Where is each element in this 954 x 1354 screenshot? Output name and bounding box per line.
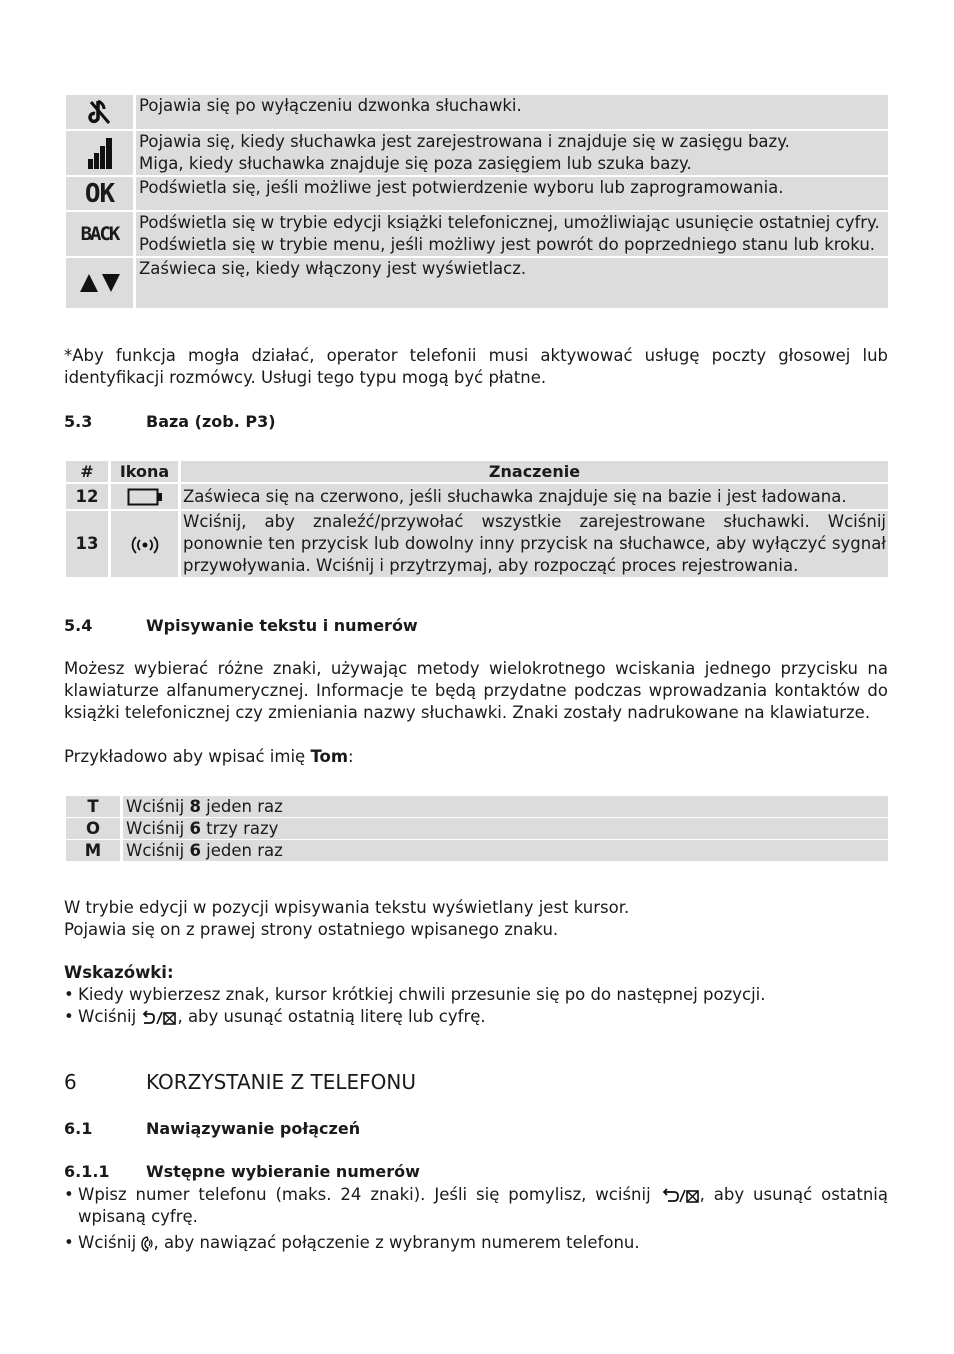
back-delete-icon: [141, 1007, 177, 1026]
paging-icon: [110, 510, 180, 578]
table-row: [66, 510, 888, 578]
icon-desc-line: Miga, kiedy słuchawka znajduje się poza zasięgiem lub szuka bazy.: [139, 154, 692, 173]
ringer-off-icon: [66, 95, 135, 130]
section-heading-5-3: 5.3 Baza (zob. P3): [64, 412, 276, 431]
display-icons-table: [66, 95, 888, 310]
icon-desc-line: Podświetla się, jeśli możliwe jest potwierdzenie wyboru lub zaprogramowania.: [139, 178, 784, 197]
section-heading-6-1: 6.1 Nawiązywanie połączeń: [64, 1119, 361, 1138]
text-entry-paragraph: Możesz wybierać różne znaki, używając metody wielokrotnego wciskania jednego przycisku na klawiaturze alfanumerycznej. Informacje te będą przydatne podczas wprowadzania kontaktów do książki telefonicznej czy zmieniania nazwy słuchawki. Znaki zostały nadrukowane na klawiaturze.: [64, 659, 888, 722]
section-heading-5-4: 5.4 Wpisywanie tekstu i numerów: [64, 616, 418, 635]
row-meaning: Zaświeca się na czerwono, jeśli słuchawka znajduje się na bazie i jest ładowana.: [180, 483, 889, 510]
back-delete-icon: [660, 1185, 700, 1204]
instruction-cell: Wciśnij 6 jeden raz: [122, 840, 889, 862]
cursor-paragraph: W trybie edycji w pozycji wpisywania tekstu wyświetlany jest kursor. Pojawia się on z prawej strony ostatniego wpisanego znaku.: [64, 898, 630, 939]
section-heading-6-1-1: 6.1.1 Wstępne wybieranie numerów: [64, 1162, 420, 1181]
row-number: 13: [66, 510, 110, 578]
back-icon: BACK: [66, 211, 135, 257]
chapter-heading-6: 6 KORZYSTANIE Z TELEFONU: [64, 1070, 417, 1094]
table-row: [66, 211, 888, 257]
example-line: Przykładowo aby wpisać imię Tom:: [64, 747, 354, 766]
icon-desc-line: Zaświeca się, kiedy włączony jest wyświetlacz.: [139, 259, 527, 278]
table-row: [66, 483, 888, 510]
table-row: [66, 796, 888, 818]
icon-desc-line: Podświetla się w trybie menu, jeśli możliwy jest powrót do poprzedniego stanu lub kroku.: [139, 235, 876, 254]
footnote: *Aby funkcja mogła działać, operator telefonii musi aktywować usługę poczty głosowej lub identyfikacji rozmówcy. Usługi tego typu mogą być płatne.: [64, 346, 888, 387]
up-down-arrows-icon: [66, 257, 135, 309]
signal-bars-icon: [66, 130, 135, 176]
instruction-cell: Wciśnij 6 trzy razy: [122, 818, 889, 840]
icon-desc-line: Pojawia się, kiedy słuchawka jest zarejestrowana i znajduje się w zasięgu bazy.: [139, 132, 790, 151]
row-meaning: Wciśnij, aby znaleźć/przywołać wszystkie zarejestrowane słuchawki. Wciśnij ponownie ten przycisk lub dowolny inny przycisk na słuchawce, aby wyłączyć sygnał przywoływania. Wciśnij i przytrzymaj, aby rozpocząć proces rejestrowania.: [180, 510, 889, 578]
table-row: [66, 130, 888, 176]
row-number: 12: [66, 483, 110, 510]
col-header: Ikona: [110, 461, 180, 483]
instruction-cell: Wciśnij 8 jeden raz: [122, 796, 889, 818]
list-item: • Kiedy wybierzesz znak, kursor krótkiej chwili przesunie się po do następnej pozycji.: [64, 985, 766, 1004]
list-item: • Wciśnij , aby nawiązać połączenie z wybranym numerem telefonu.: [64, 1233, 640, 1252]
table-row: [66, 818, 888, 840]
letter-cell: O: [66, 818, 122, 840]
tom-example-table: [66, 796, 888, 862]
battery-charging-icon: [110, 483, 180, 510]
letter-cell: T: [66, 796, 122, 818]
letter-cell: M: [66, 840, 122, 862]
icon-desc-line: Pojawia się po wyłączeniu dzwonka słuchawki.: [139, 96, 522, 115]
table-row: [66, 257, 888, 309]
table-row: [66, 95, 888, 130]
base-table: [66, 461, 888, 579]
table-row: [66, 176, 888, 211]
call-icon: [141, 1233, 153, 1252]
table-row: [66, 840, 888, 862]
list-item: • Wpisz numer telefonu (maks. 24 znaki). Jeśli się pomylisz, wciśnij , aby usunąć ostatnią wpisaną cyfrę.: [64, 1185, 889, 1226]
icon-desc-line: Podświetla się w trybie edycji książki telefonicznej, umożliwiając usunięcie ostatniej cyfry.: [139, 213, 880, 232]
tips-title: Wskazówki:: [64, 963, 174, 982]
list-item: • Wciśnij , aby usunąć ostatnią literę lub cyfrę.: [64, 1007, 486, 1026]
ok-icon: OK: [66, 176, 135, 211]
col-header: Znaczenie: [180, 461, 889, 483]
col-header: #: [66, 461, 110, 483]
table-header-row: [66, 461, 888, 483]
